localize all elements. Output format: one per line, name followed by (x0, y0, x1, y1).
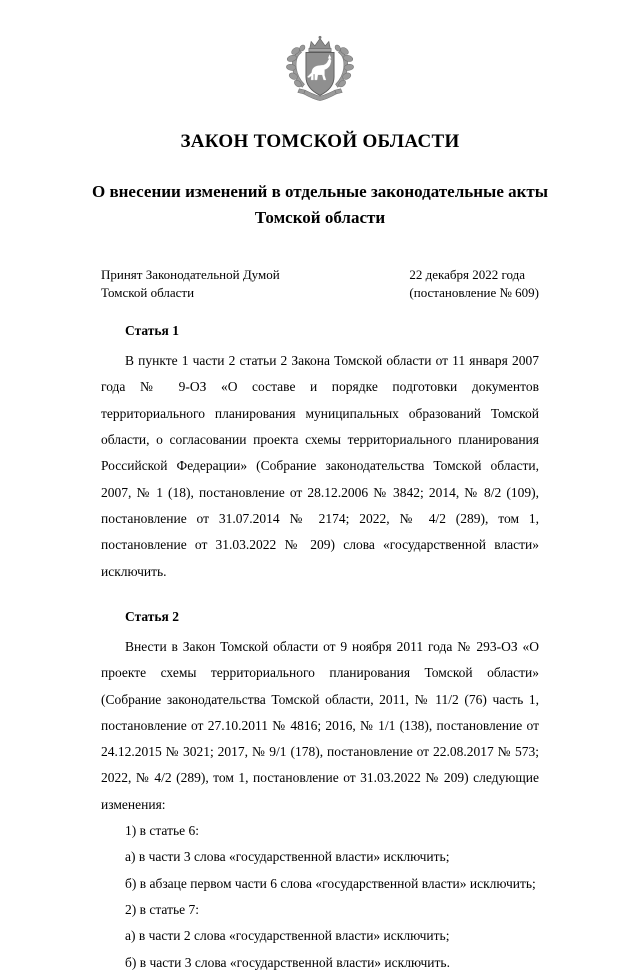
crown-icon (309, 36, 331, 52)
adoption-resolution-line: (постановление № 609) (409, 284, 539, 300)
article-2-paragraph: Внести в Закон Томской области от 9 ноября 2011 года № 293-ОЗ «О проекте схемы территориального планирования Томской области» (Собрание законодательства Томской области, 2011, № 11/2 (76) часть 1, постановление от 27.10.2011 № 4816; 2016, № 1/1 (138), постановление от 24.12.2015 № 3021; 2017, № 9/1 (178), постановление от 22.08.2017 № 573; 2022, № 4/2 (289), том 1, постановление от 31.03.2022 № 209) следующие изменения: (101, 638, 539, 812)
adoption-authority (101, 266, 280, 301)
article-1 (101, 323, 539, 585)
list-item: б) в абзаце первом части 6 слова «государственной власти» исключить; (125, 875, 536, 891)
list-item: 2) в статье 7: (125, 902, 199, 918)
emblem-container (0, 0, 640, 108)
article-2-heading: Статья 2 (125, 608, 179, 624)
list-item: б) в части 3 слова «государственной власти» исключить. (125, 954, 450, 970)
page-title: ЗАКОН ТОМСКОЙ ОБЛАСТИ (180, 131, 460, 152)
adoption-authority-line2: Томской области (101, 284, 195, 300)
adoption-block (101, 266, 539, 301)
list-item: а) в части 2 слова «государственной власти» исключить; (125, 928, 450, 944)
adoption-authority-line1: Принят Законодательной Думой (101, 267, 280, 282)
adoption-date-line: 22 декабря 2022 года (409, 267, 526, 282)
adoption-date (409, 266, 539, 301)
document-body (101, 301, 539, 976)
document-subtitle: О внесении изменений в отдельные законодательные акты Томской области (91, 182, 549, 227)
article-2 (101, 609, 539, 976)
article-1-heading: Статья 1 (125, 323, 179, 339)
article-1-paragraph: В пункте 1 части 2 статьи 2 Закона Томской области от 11 января 2007 года № 9-ОЗ «О составе и порядке подготовки документов территориального планирования муниципальных образований Томской области, о согласовании проекта схемы территориального планирования Российской Федерации» (Собрание законодательства Томской области, 2007, № 1 (18), постановление от 28.12.2006 № 3842; 2014, № 8/2 (109), постановление от 31.07.2014 № 2174; 2022, № 4/2 (289), том 1, постановление от 31.03.2022 № 209) слова «государственной власти» исключить. (101, 353, 539, 579)
list-item: 1) в статье 6: (125, 823, 199, 839)
tomsk-oblast-coat-of-arms-icon (283, 34, 357, 108)
list-item: а) в части 3 слова «государственной власти» исключить; (125, 849, 450, 865)
